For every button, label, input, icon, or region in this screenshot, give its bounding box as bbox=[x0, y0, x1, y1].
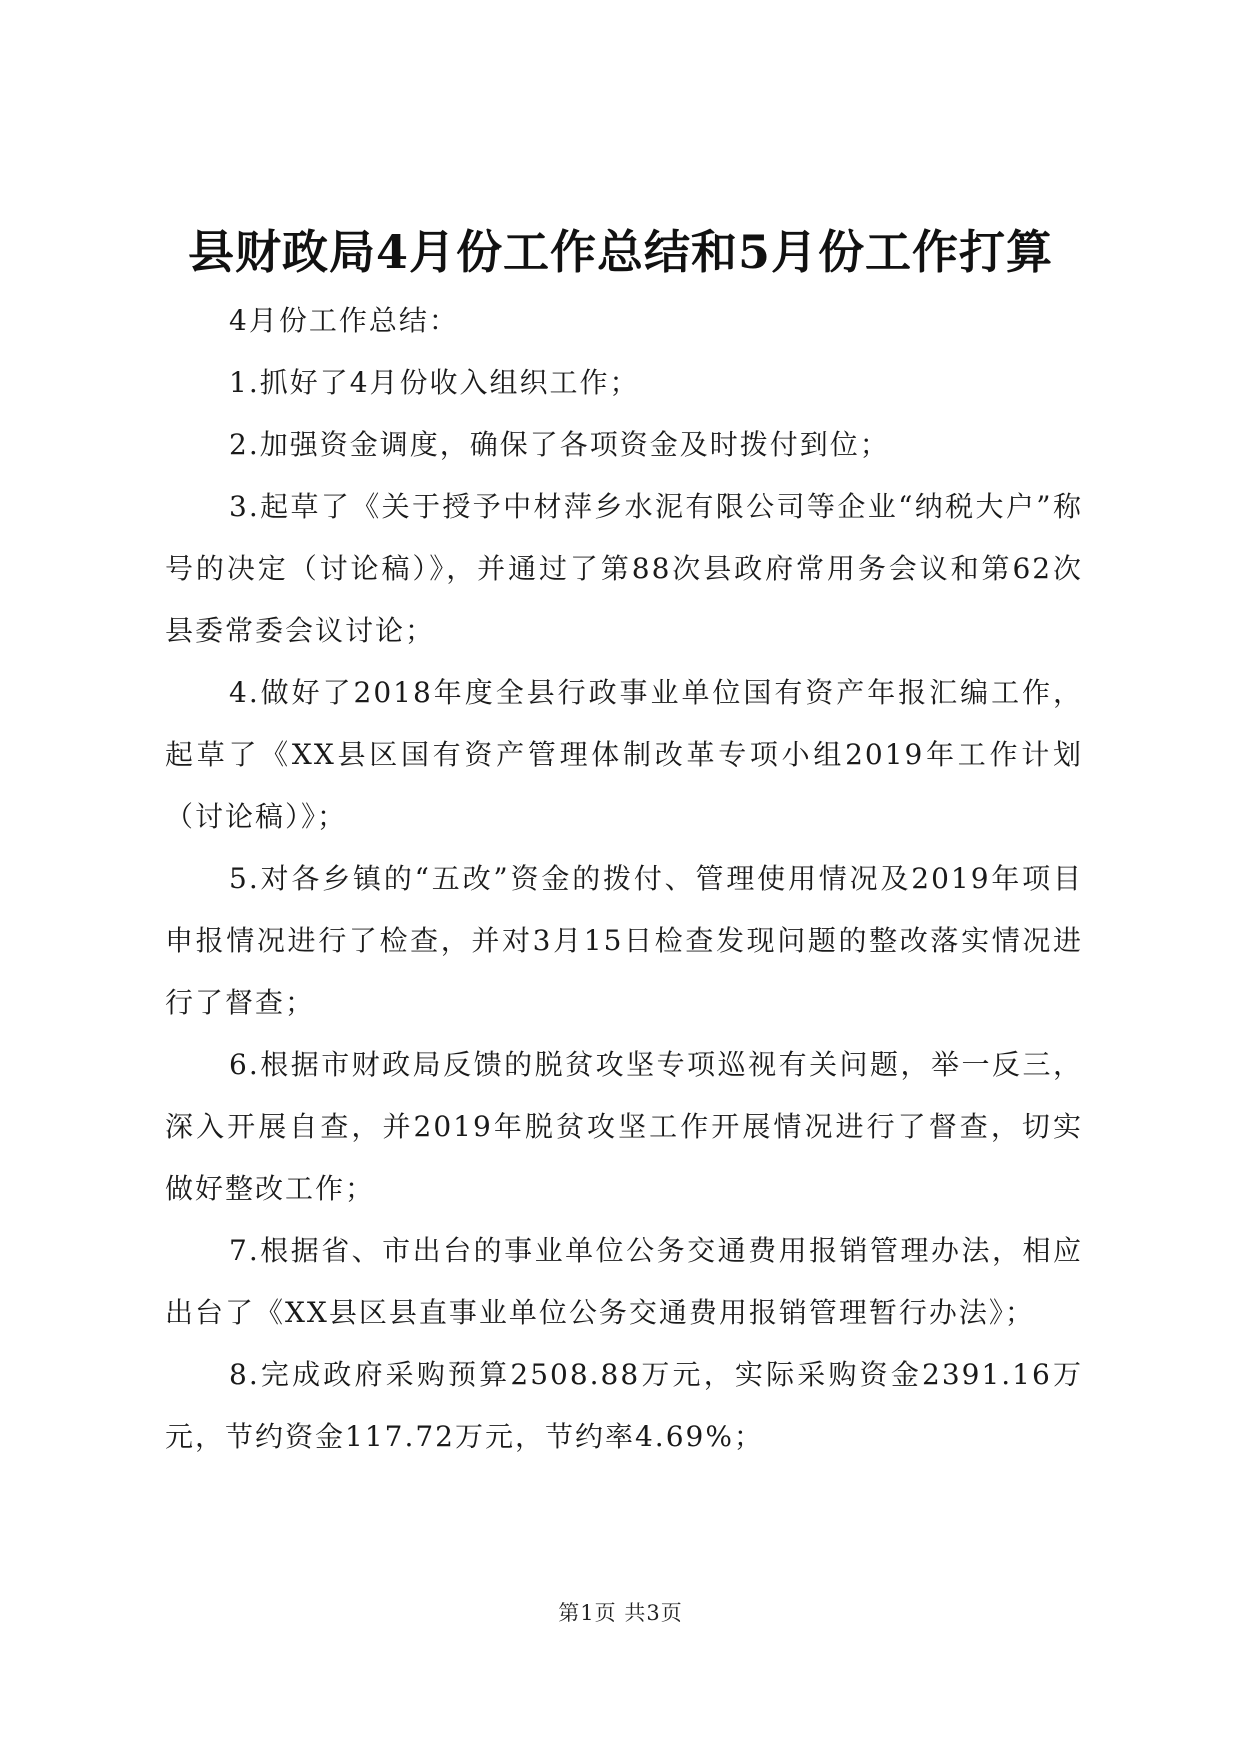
paragraph-item-6: 6.根据市财政局反馈的脱贫攻坚专项巡视有关问题，举一反三，深入开展自查，并2019年脱贫攻坚工作开展情况进行了督查，切实做好整改工作； bbox=[165, 1048, 1083, 1205]
document-body bbox=[165, 290, 1083, 1468]
paragraph-item-8: 8.完成政府采购预算2508.88万元，实际采购资金2391.16万元，节约资金117.72万元，节约率4.69%； bbox=[165, 1358, 1083, 1453]
page-number-footer: 第1页 共3页 bbox=[558, 1601, 683, 1625]
document-title: 县财政局4月份工作总结和5月份工作打算 bbox=[187, 225, 1053, 279]
paragraph-item-3: 3.起草了《关于授予中材萍乡水泥有限公司等企业“纳税大户”称号的决定（讨论稿）》，并通过了第88次县政府常用务会议和第62次县委常委会议讨论； bbox=[165, 490, 1083, 647]
paragraph-item-1: 1.抓好了4月份收入组织工作； bbox=[229, 366, 640, 399]
paragraph-heading: 4月份工作总结： bbox=[229, 304, 459, 337]
paragraph-item-7: 7.根据省、市出台的事业单位公务交通费用报销管理办法，相应出台了《XX县区县直事业单位公务交通费用报销管理暂行办法》； bbox=[165, 1234, 1083, 1329]
paragraph-item-4: 4.做好了2018年度全县行政事业单位国有资产年报汇编工作，起草了《XX县区国有资产管理体制改革专项小组2019年工作计划（讨论稿）》； bbox=[165, 676, 1083, 833]
paragraph-item-5: 5.对各乡镇的“五改”资金的拨付、管理使用情况及2019年项目申报情况进行了检查，并对3月15日检查发现问题的整改落实情况进行了督查； bbox=[165, 862, 1083, 1019]
paragraph-item-2: 2.加强资金调度，确保了各项资金及时拨付到位； bbox=[229, 428, 890, 461]
